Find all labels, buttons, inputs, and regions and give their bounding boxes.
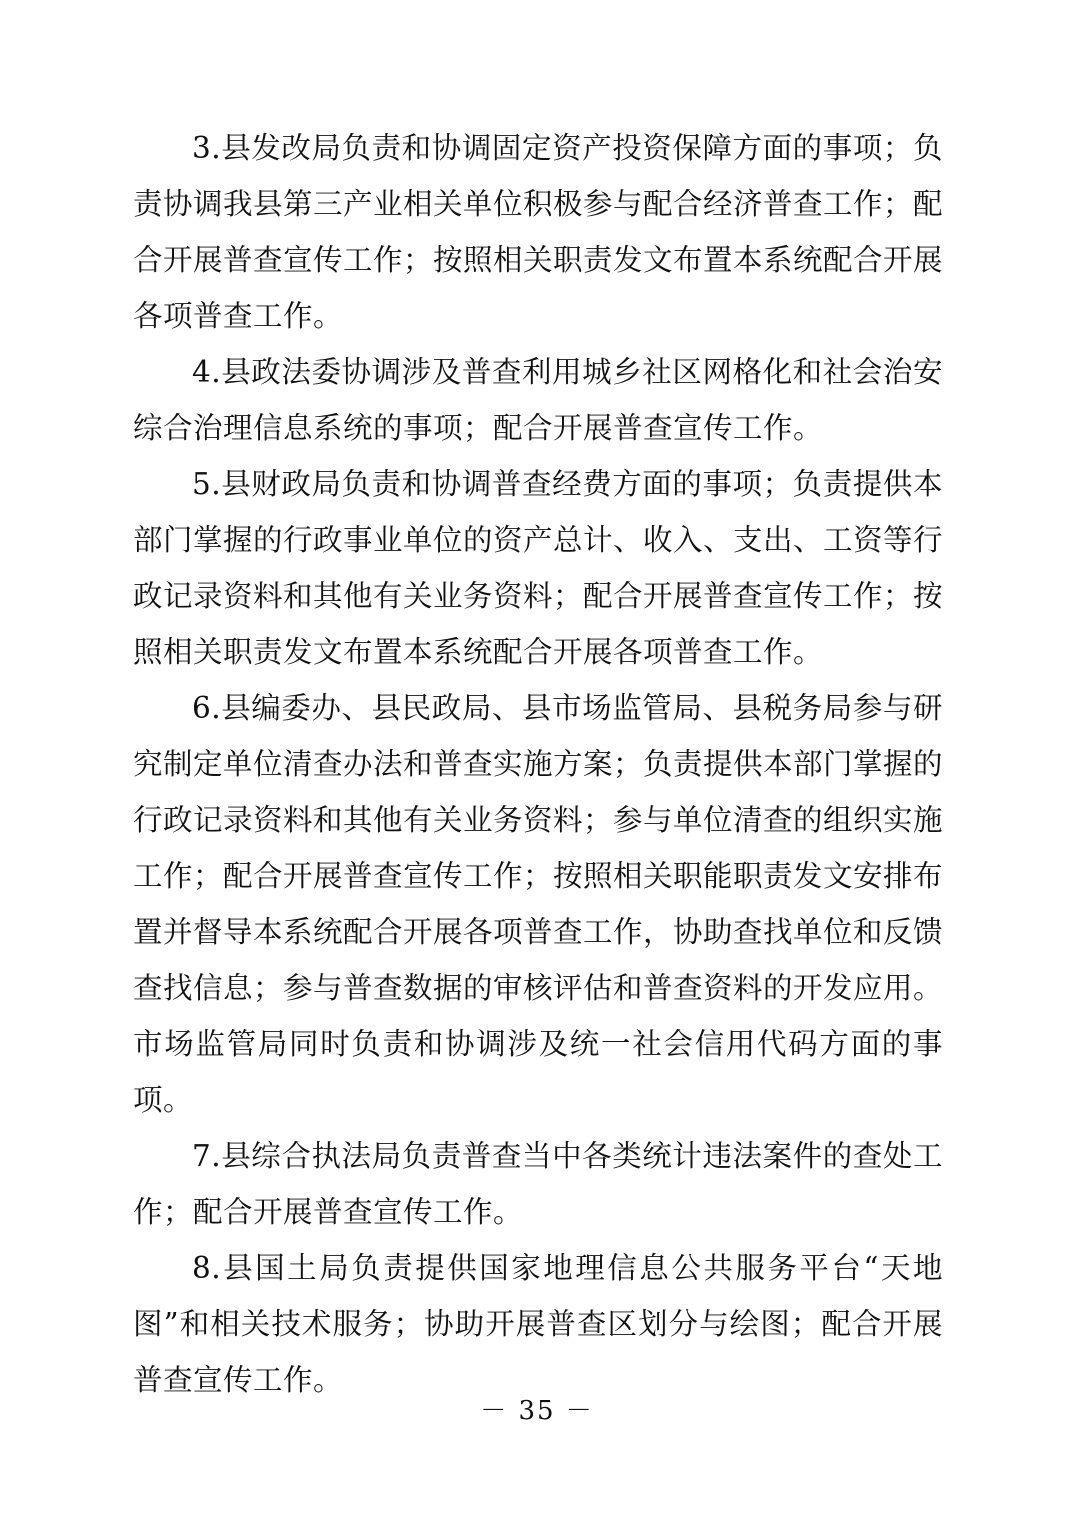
paragraph-4: 4.县政法委协调涉及普查利用城乡社区网格化和社会治安综合治理信息系统的事项；配合开展普查宣传工作。 [133,355,943,445]
paragraph-3: 3.县发改局负责和协调固定资产投资保障方面的事项；负责协调我县第三产业相关单位积极参与配合经济普查工作；配合开展普查宣传工作；按照相关职责发文布置本系统配合开展各项普查工作。 [133,131,944,333]
paragraph-7: 7.县综合执法局负责普查当中各类统计违法案件的查处工作；配合开展普查宣传工作。 [133,1139,943,1229]
paragraph-6: 6.县编委办、县民政局、县市场监管局、县税务局参与研究制定单位清查办法和普查实施方案；负责提供本部门掌握的行政记录资料和其他有关业务资料；参与单位清查的组织实施工作；配合开展普查宣传工作；按照相关职能职责发文安排布置并督导本系统配合开展各项普查工作，协助查找单位和反馈查找信息；参与普查数据的审核评估和普查资料的开发应用。市场监管局同时负责和协调涉及统一社会信用代码方面的事项。 [133,691,944,1117]
page-number: － 35 － [480,1396,594,1426]
document-body [133,120,943,1408]
paragraph-5: 5.县财政局负责和协调普查经费方面的事项；负责提供本部门掌握的行政事业单位的资产总计、收入、支出、工资等行政记录资料和其他有关业务资料；配合开展普查宣传工作；按照相关职责发文布置本系统配合开展各项普查工作。 [133,467,944,669]
paragraph-8: 8.县国土局负责提供国家地理信息公共服务平台“天地图”和相关技术服务；协助开展普查区划分与绘图；配合开展普查宣传工作。 [133,1251,943,1397]
